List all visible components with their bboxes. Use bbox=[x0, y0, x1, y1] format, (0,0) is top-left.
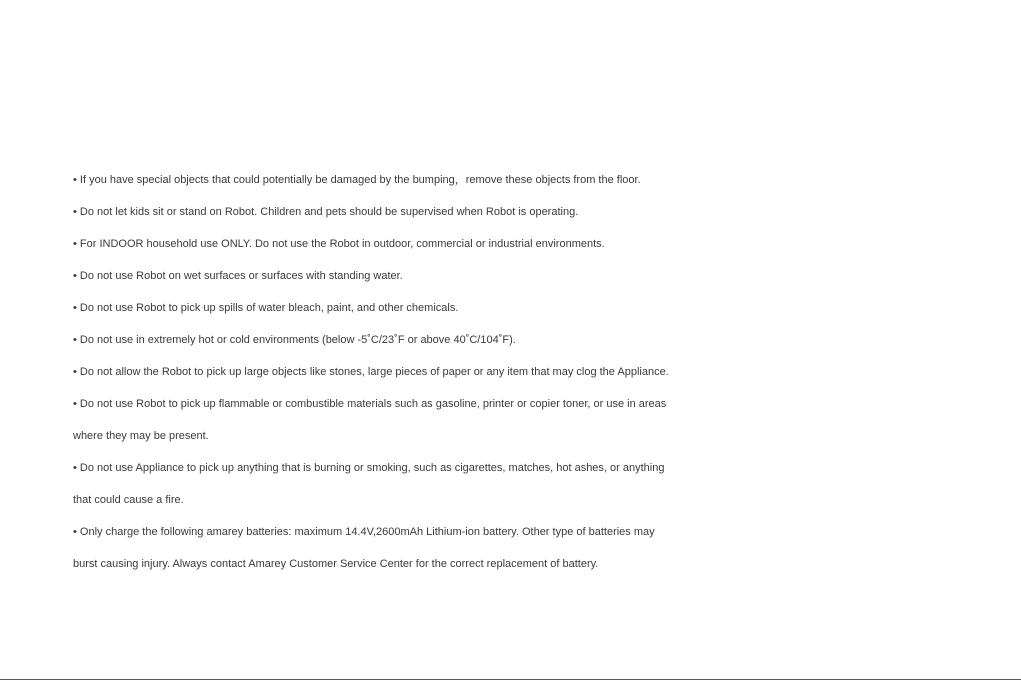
instruction-line: • Do not use Robot to pick up spills of water bleach, paint, and other chemicals. bbox=[73, 302, 459, 314]
instruction-line-continued: that could cause a fire. bbox=[73, 494, 184, 506]
instruction-line: • Do not use Robot on wet surfaces or surfaces with standing water. bbox=[73, 270, 403, 282]
instruction-line: • Do not use Appliance to pick up anything that is burning or smoking, such as cigarettes, matches, hot ashes, or anything bbox=[73, 462, 665, 474]
safety-instructions-list bbox=[73, 164, 973, 580]
page-bottom-divider bbox=[0, 679, 1021, 680]
instruction-line: • Do not allow the Robot to pick up large objects like stones, large pieces of paper or any item that may clog the Appliance. bbox=[73, 366, 669, 378]
instruction-line: • Do not use Robot to pick up flammable or combustible materials such as gasoline, printer or copier toner, or use in areas bbox=[73, 398, 667, 410]
instruction-line-continued: where they may be present. bbox=[73, 430, 209, 442]
instruction-line: • Do not let kids sit or stand on Robot. Children and pets should be supervised when Robot is operating. bbox=[73, 206, 579, 218]
instruction-line-continued: burst causing injury. Always contact Amarey Customer Service Center for the correct replacement of battery. bbox=[73, 558, 599, 570]
instruction-line: • If you have special objects that could potentially be damaged by the bumping，remove these objects from the floor. bbox=[73, 174, 641, 186]
instruction-line: • Only charge the following amarey batteries: maximum 14.4V,2600mAh Lithium-ion battery. Other type of batteries may bbox=[73, 526, 655, 538]
instruction-line: • For INDOOR household use ONLY. Do not use the Robot in outdoor, commercial or industrial environments. bbox=[73, 238, 605, 250]
instruction-line: • Do not use in extremely hot or cold environments (below -5˚C/23˚F or above 40˚C/104˚F). bbox=[73, 334, 516, 346]
